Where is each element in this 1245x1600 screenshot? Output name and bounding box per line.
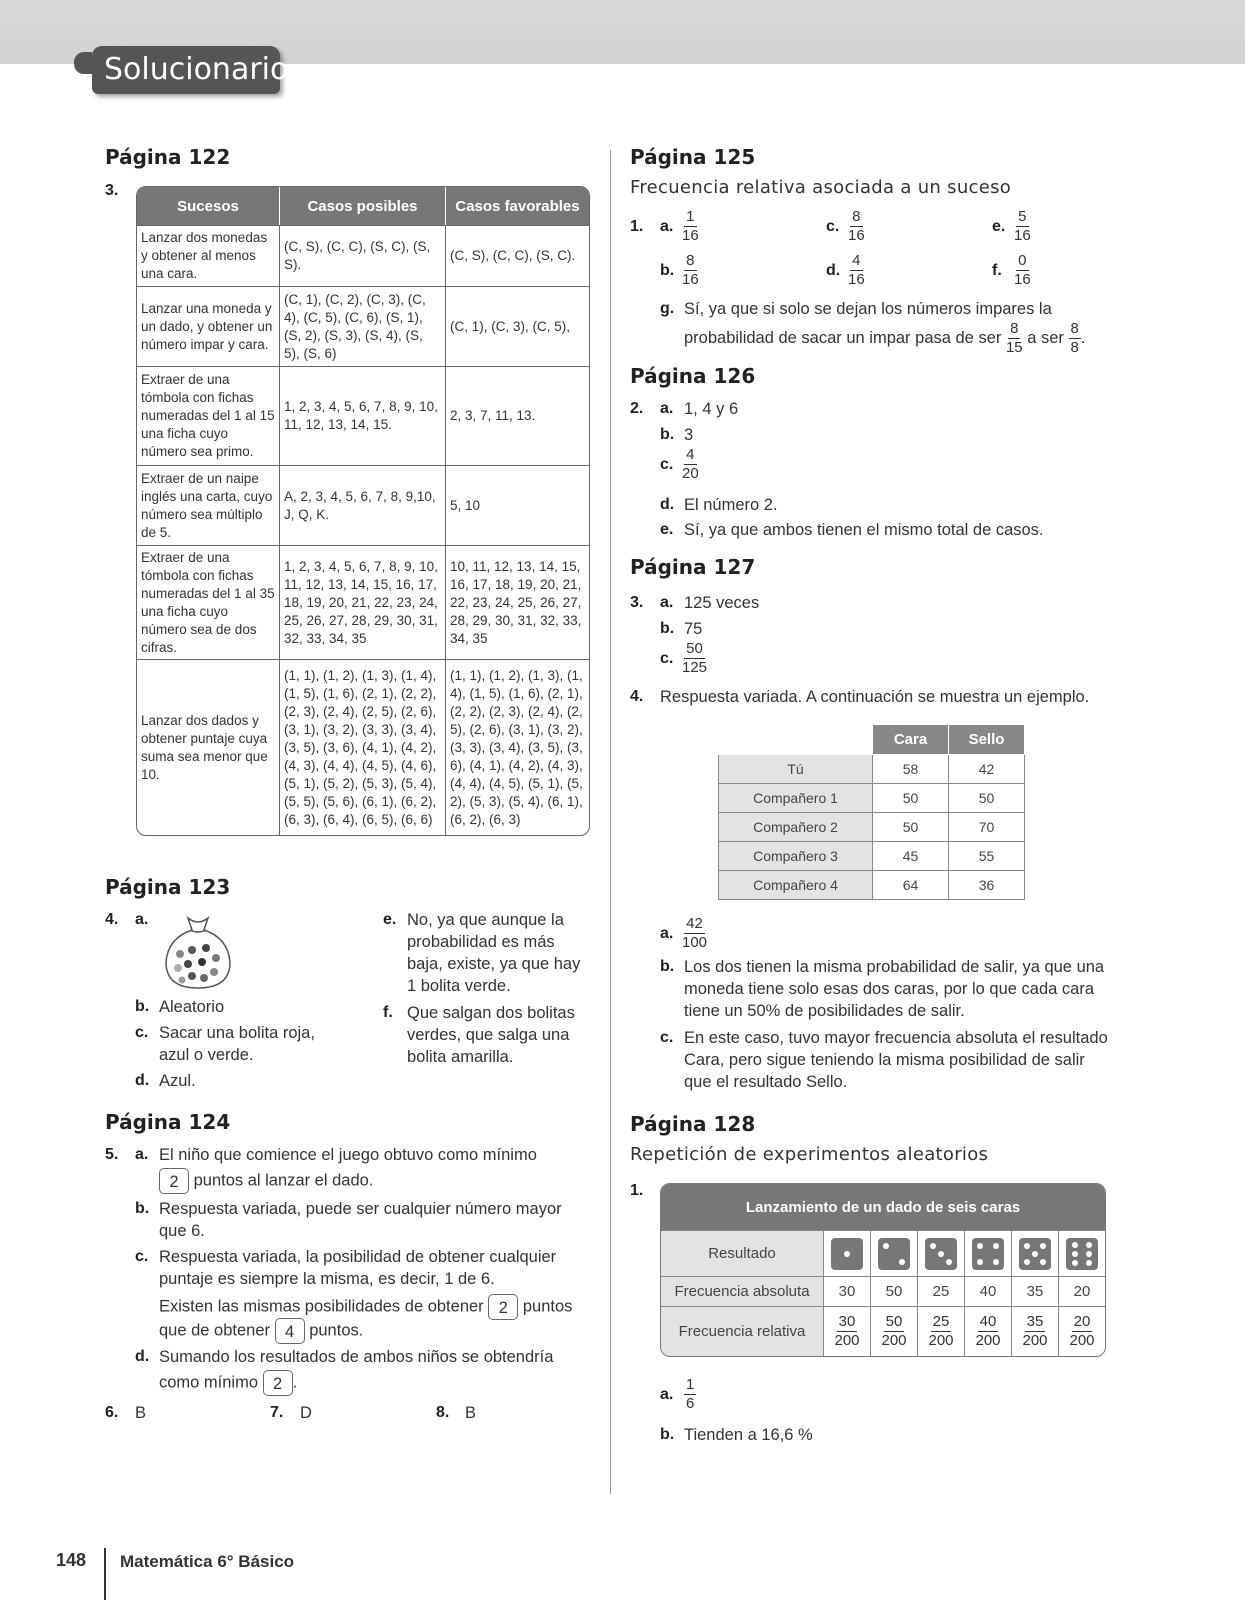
item-letter: b. — [660, 262, 675, 279]
fraction — [1022, 1313, 1047, 1350]
answer-text: . — [1080, 329, 1086, 347]
answer-text: El número 2. — [684, 496, 778, 514]
item-letter: d. — [135, 1072, 150, 1089]
item-letter: a. — [135, 911, 149, 928]
table-cell: Extraer de una tómbola con fichas numeradas del 1 al 35 una ficha cuyo número sea de dos cifras. — [137, 545, 280, 659]
answer-text: probabilidad de sacar un impar pasa de ser — [684, 329, 1002, 347]
item-letter: a. — [660, 218, 674, 235]
denominator: 16 — [848, 271, 865, 288]
answer-text: B — [135, 1404, 147, 1422]
fraction — [928, 1313, 953, 1350]
table-cell: (C, 1), (C, 2), (C, 3), (C, 4), (C, 5), (C, 6), (S, 1), (S, 2), (S, 3), (S, 4), (S, 5), (S, 6) — [280, 286, 446, 366]
row-label: Resultado — [661, 1230, 823, 1276]
table-row-absolute — [661, 1276, 1105, 1306]
item-letter: c. — [660, 456, 674, 473]
numerator: 8 — [686, 252, 695, 269]
item-number: 8. — [436, 1404, 450, 1421]
die-face-2-icon — [878, 1238, 910, 1270]
numerator: 4 — [852, 252, 861, 269]
die-face-5-cell — [1011, 1230, 1058, 1276]
item-number: 6. — [105, 1404, 119, 1421]
answer-text: El niño que comience el juego obtuvo como mínimo — [159, 1146, 537, 1164]
die-face-3-icon — [925, 1238, 957, 1270]
denominator: 200 — [975, 1332, 1001, 1349]
coin-results-table — [718, 724, 1025, 900]
answer-text: D — [300, 1404, 312, 1422]
fraction — [1069, 1313, 1094, 1350]
table-cell: 10, 11, 12, 13, 14, 15, 16, 17, 18, 19, 20, 21, 22, 23, 24, 25, 26, 27, 28, 29, 30, 31, 32, 33, 34, 35 — [446, 545, 589, 659]
table-cell: 40 — [964, 1276, 1011, 1306]
numerator: 50 — [686, 640, 703, 657]
answer-text: que 6. — [159, 1222, 205, 1240]
answer-line — [159, 1294, 572, 1320]
table-cell: 70 — [949, 813, 1025, 842]
table-cell: 45 — [873, 842, 949, 871]
item-letter: d. — [826, 262, 841, 279]
answer-text: puntos. — [309, 1321, 364, 1340]
table-cell: 50 — [949, 784, 1025, 813]
table-row-relative — [661, 1306, 1105, 1356]
answer-text: a ser — [1027, 329, 1064, 347]
item-letter: a. — [660, 925, 674, 942]
table-cell: 30 — [823, 1276, 870, 1306]
answer-text: Cara, pero sigue teniendo la misma posibilidad de salir — [684, 1051, 1085, 1069]
denominator: 8 — [1070, 339, 1079, 357]
answer-text: puntos — [522, 1297, 573, 1316]
table-row — [719, 871, 1025, 900]
item-letter: b. — [135, 998, 150, 1015]
answer-text: 1, 4 y 6 — [684, 400, 739, 418]
item-letter: b. — [135, 1200, 150, 1217]
answer-text: Sí, ya que ambos tienen el mismo total de casos. — [684, 521, 1044, 539]
denominator: 200 — [1022, 1332, 1048, 1349]
heading-page-128: Página 128 — [630, 1112, 756, 1136]
heading-page-124: Página 124 — [105, 1110, 231, 1134]
numerator: 50 — [885, 1313, 903, 1330]
fraction — [975, 1313, 1000, 1350]
answer-text: 125 veces — [684, 594, 760, 612]
book-title: Matemática 6° Básico — [120, 1552, 295, 1571]
empty-header — [719, 725, 873, 755]
denominator: 200 — [881, 1332, 907, 1349]
item-letter: e. — [383, 911, 397, 928]
answer-text: Existen las mismas posibilidades de obtener — [159, 1297, 484, 1316]
table-cell: A, 2, 3, 4, 5, 6, 7, 8, 9,10, J, Q, K. — [280, 465, 446, 545]
heading-page-123: Página 123 — [105, 875, 231, 899]
item-number: 3. — [105, 182, 119, 199]
answer-text: Respuesta variada. A continuación se muestra un ejemplo. — [660, 688, 1090, 706]
denominator: 16 — [1014, 227, 1031, 244]
item-letter: c. — [660, 650, 674, 667]
item-number: 3. — [630, 594, 644, 611]
denominator: 16 — [848, 227, 865, 244]
answer-text: probabilidad es más — [407, 933, 555, 951]
fraction — [1069, 320, 1081, 357]
table-row — [719, 813, 1025, 842]
table-cell: 50 — [870, 1276, 917, 1306]
table-cell: 50 — [873, 813, 949, 842]
table-row — [719, 842, 1025, 871]
numerator: 0 — [1018, 252, 1027, 269]
item-letter: b. — [660, 426, 675, 443]
answer-text: . — [292, 1373, 298, 1392]
fraction — [848, 208, 865, 245]
denominator: 125 — [682, 659, 708, 676]
die-face-2-cell — [870, 1230, 917, 1276]
table-cell: Extraer de una tómbola con fichas numeradas del 1 al 15 una ficha cuyo número sea primo. — [137, 366, 280, 465]
numerator: 25 — [932, 1313, 950, 1330]
numerator: 4 — [686, 446, 695, 463]
answer-text: Sacar una bolita roja, — [159, 1024, 315, 1042]
answer-line — [684, 318, 1085, 358]
denominator: 100 — [682, 934, 708, 951]
answer-line — [159, 1370, 297, 1396]
item-letter: c. — [826, 218, 840, 235]
answer-box: 4 — [275, 1318, 305, 1344]
table-cell: 2, 3, 7, 11, 13. — [446, 366, 589, 465]
denominator: 200 — [834, 1332, 860, 1349]
item-letter: g. — [660, 300, 675, 317]
die-face-5-icon — [1019, 1238, 1051, 1270]
answer-line — [159, 1168, 373, 1194]
denominator: 16 — [682, 227, 699, 244]
fraction — [848, 252, 865, 289]
table-cell: 20 — [1058, 1276, 1105, 1306]
numerator: 20 — [1073, 1313, 1091, 1330]
table-cell: 42 — [949, 755, 1025, 784]
numerator: 8 — [1010, 320, 1019, 338]
col-header-sello: Sello — [949, 725, 1025, 755]
heading-page-127: Página 127 — [630, 555, 756, 579]
item-letter: c. — [660, 1029, 674, 1046]
table-row — [719, 755, 1025, 784]
table-row — [137, 286, 589, 366]
heading-page-125: Página 125 — [630, 145, 756, 169]
table-cell — [870, 1306, 917, 1356]
numerator: 1 — [686, 1376, 695, 1393]
item-letter: c. — [135, 1024, 149, 1041]
numerator: 35 — [1026, 1313, 1044, 1330]
table-cell: Lanzar una moneda y un dado, y obtener un número impar y cara. — [137, 286, 280, 366]
fraction — [1014, 208, 1031, 245]
item-number: 1. — [630, 218, 644, 235]
item-letter: d. — [660, 496, 675, 513]
item-letter: a. — [660, 594, 674, 611]
table-cell: Extraer de un naipe inglés una carta, cuyo número sea múltiplo de 5. — [137, 465, 280, 545]
answer-text: que de obtener — [159, 1321, 271, 1340]
denominator: 6 — [686, 1395, 695, 1412]
item-letter: e. — [660, 521, 674, 538]
die-face-1-icon — [831, 1238, 863, 1270]
section-tab: Solucionario — [92, 46, 280, 94]
table-row — [137, 225, 589, 286]
numerator: 42 — [686, 915, 703, 932]
row-label: Compañero 3 — [719, 842, 873, 871]
die-face-4-cell — [964, 1230, 1011, 1276]
die-face-3-cell — [917, 1230, 964, 1276]
table-cell: 64 — [873, 871, 949, 900]
table-cell: 55 — [949, 842, 1025, 871]
col-header-cara: Cara — [873, 725, 949, 755]
answer-text: Que salgan dos bolitas — [407, 1004, 575, 1022]
table-cell: 5, 10 — [446, 465, 589, 545]
heading-page-122: Página 122 — [105, 145, 231, 169]
heading-page-126: Página 126 — [630, 364, 756, 388]
numerator: 8 — [852, 208, 861, 225]
row-label: Tú — [719, 755, 873, 784]
item-letter: c. — [135, 1248, 149, 1265]
row-label: Compañero 1 — [719, 784, 873, 813]
dice-frequency-table — [660, 1183, 1106, 1357]
answer-text: que el resultado Sello. — [684, 1073, 848, 1091]
item-letter: f. — [992, 262, 1002, 279]
table-row — [137, 659, 589, 835]
answer-text: moneda tiene solo esas dos caras, por lo que cada cara — [684, 980, 1095, 998]
table-row — [137, 545, 589, 659]
answer-box: 2 — [488, 1294, 518, 1320]
answer-text: Sumando los resultados de ambos niños se obtendría — [159, 1348, 554, 1366]
item-letter: e. — [992, 218, 1006, 235]
table-cell: (C, 1), (C, 3), (C, 5), — [446, 286, 589, 366]
answer-text: verdes, que salga una — [407, 1026, 570, 1044]
table-cell: Lanzar dos dados y obtener puntaje cuya suma sea menor que 10. — [137, 659, 280, 835]
die-face-6-icon — [1066, 1238, 1098, 1270]
answer-box: 2 — [159, 1168, 189, 1194]
item-number: 4. — [105, 911, 119, 928]
answer-text: azul o verde. — [159, 1046, 254, 1064]
table-cell: (1, 1), (1, 2), (1, 3), (1, 4), (1, 5), (1, 6), (2, 1), (2, 2), (2, 3), (2, 4), (2, 5), (2, 6), (3, 1), (3, 2), (3, 3), (3, 4), (3, 5), (3, 6), (4, 1), (4, 2), (4, 3), (4, 4), (4, 5), (5, 1), (5, 2), (5, 3), (5, 4), (6, 1), (6, 2), (6, 3) — [446, 659, 589, 835]
table-row — [137, 366, 589, 465]
denominator: 200 — [928, 1332, 954, 1349]
answer-text: Los dos tienen la misma probabilidad de salir, ya que una — [684, 958, 1105, 976]
answer-text: No, ya que aunque la — [407, 911, 564, 929]
fraction — [682, 915, 707, 952]
table-cell — [964, 1306, 1011, 1356]
item-number: 4. — [630, 688, 644, 705]
row-label: Compañero 4 — [719, 871, 873, 900]
bag-of-marbles-illustration — [158, 912, 238, 992]
answer-text: Respuesta variada, puede ser cualquier número mayor — [159, 1200, 562, 1218]
answer-text: 1 bolita verde. — [407, 977, 511, 995]
row-label: Compañero 2 — [719, 813, 873, 842]
numerator: 8 — [1070, 320, 1079, 338]
answer-text: Tienden a 16,6 % — [684, 1426, 813, 1444]
table-cell: 50 — [873, 784, 949, 813]
fraction — [682, 446, 699, 483]
item-number: 5. — [105, 1146, 119, 1163]
item-number: 2. — [630, 400, 644, 417]
denominator: 20 — [682, 465, 699, 482]
numerator: 5 — [1018, 208, 1027, 225]
item-letter: a. — [135, 1146, 149, 1163]
answer-text: como mínimo — [159, 1373, 259, 1392]
fraction — [682, 640, 707, 677]
table-cell: 36 — [949, 871, 1025, 900]
fraction — [1014, 252, 1031, 289]
fraction — [684, 1376, 696, 1413]
table-row-results — [661, 1230, 1105, 1276]
answer-text: bolita amarilla. — [407, 1048, 514, 1066]
answer-text: En este caso, tuvo mayor frecuencia absoluta el resultado — [684, 1029, 1108, 1047]
table-cell: 35 — [1011, 1276, 1058, 1306]
die-face-4-icon — [972, 1238, 1004, 1270]
col-header-favorables: Casos favorables — [446, 187, 589, 225]
table-cell: (1, 1), (1, 2), (1, 3), (1, 4), (1, 5), (1, 6), (2, 1), (2, 2), (2, 3), (2, 4), (2, 5), (2, 6), (3, 1), (3, 2), (3, 3), (3, 4), (3, 5), (3, 6), (4, 1), (4, 2), (4, 3), (4, 4), (4, 5), (4, 6), (5, 1), (5, 2), (5, 3), (5, 4), (5, 5), (5, 6), (6, 1), (6, 2), (6, 3), (6, 4), (6, 5), (6, 6) — [280, 659, 446, 835]
answer-text: Aleatorio — [159, 998, 225, 1016]
col-header-posibles: Casos posibles — [280, 187, 446, 225]
denominator: 16 — [682, 271, 699, 288]
events-table — [136, 186, 590, 836]
item-number: 7. — [270, 1404, 284, 1421]
table-cell: 25 — [917, 1276, 964, 1306]
column-divider — [610, 150, 611, 1494]
item-letter: b. — [660, 1426, 675, 1443]
item-number: 1. — [630, 1182, 644, 1199]
table-cell — [917, 1306, 964, 1356]
answer-text: 3 — [684, 426, 694, 444]
denominator: 15 — [1005, 339, 1023, 357]
answer-text: Respuesta variada, la posibilidad de obtener cualquier — [159, 1248, 557, 1266]
item-letter: a. — [660, 400, 674, 417]
table-cell: Lanzar dos monedas y obtener al menos una cara. — [137, 225, 280, 286]
fraction — [881, 1313, 906, 1350]
table-cell: 58 — [873, 755, 949, 784]
answer-text: Azul. — [159, 1072, 196, 1090]
page-number: 148 — [56, 1550, 87, 1570]
item-letter: b. — [660, 958, 675, 975]
table-row — [719, 784, 1025, 813]
item-letter: b. — [660, 620, 675, 637]
table-cell: 1, 2, 3, 4, 5, 6, 7, 8, 9, 10, 11, 12, 13, 14, 15. — [280, 366, 446, 465]
section-subtitle: Frecuencia relativa asociada a un suceso — [630, 177, 1012, 198]
answer-text: tiene un 50% de posibilidades de salir. — [684, 1002, 965, 1020]
answer-text: puntos al lanzar el dado. — [193, 1171, 374, 1190]
item-letter: d. — [135, 1348, 150, 1365]
section-subtitle: Repetición de experimentos aleatorios — [630, 1144, 989, 1165]
item-letter: f. — [383, 1004, 393, 1021]
table-row — [137, 465, 589, 545]
numerator: 40 — [979, 1313, 997, 1330]
answer-text: baja, existe, ya que hay — [407, 955, 581, 973]
answer-text: 75 — [684, 620, 703, 638]
answer-line — [159, 1318, 363, 1344]
fraction — [1006, 320, 1023, 357]
fraction — [682, 208, 699, 245]
table-cell: (C, S), (C, C), (S, C). — [446, 225, 589, 286]
footer-divider — [104, 1548, 106, 1600]
answer-text: Sí, ya que si solo se dejan los números impares la — [684, 300, 1052, 318]
die-face-1-cell — [823, 1230, 870, 1276]
row-label: Frecuencia absoluta — [661, 1276, 823, 1306]
answer-text: B — [465, 1404, 477, 1422]
table-cell — [1011, 1306, 1058, 1356]
numerator: 1 — [686, 208, 695, 225]
table-cell — [823, 1306, 870, 1356]
fraction — [834, 1313, 859, 1350]
item-letter: a. — [660, 1386, 674, 1403]
col-header-sucesos: Sucesos — [137, 187, 280, 225]
denominator: 16 — [1014, 271, 1031, 288]
die-face-6-cell — [1058, 1230, 1105, 1276]
answer-box: 2 — [263, 1370, 293, 1396]
fraction — [682, 252, 699, 289]
answer-text: puntaje es siempre la misma, es decir, 1 de 6. — [159, 1270, 495, 1288]
numerator: 30 — [838, 1313, 856, 1330]
table-cell: 1, 2, 3, 4, 5, 6, 7, 8, 9, 10, 11, 12, 13, 14, 15, 16, 17, 18, 19, 20, 21, 22, 23, 24, 25, 26, 27, 28, 29, 30, 31, 32, 33, 34, 35 — [280, 545, 446, 659]
denominator: 200 — [1069, 1332, 1095, 1349]
row-label: Frecuencia relativa — [661, 1306, 823, 1356]
table-cell — [1058, 1306, 1105, 1356]
table-title: Lanzamiento de un dado de seis caras — [661, 1184, 1105, 1230]
table-cell: (C, S), (C, C), (S, C), (S, S). — [280, 225, 446, 286]
